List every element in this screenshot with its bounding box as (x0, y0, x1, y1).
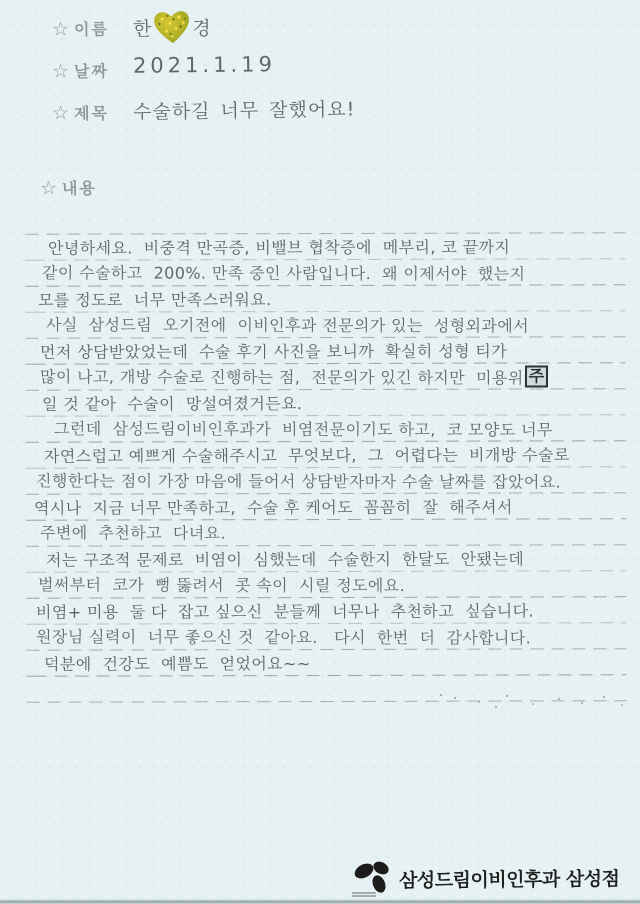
clinic-logo (352, 856, 636, 900)
handwriting-line (30, 362, 640, 390)
handwriting-line (30, 466, 640, 494)
handwriting-line (30, 414, 640, 442)
date-value: 2021.1.19 (132, 52, 277, 78)
handwriting-line (30, 596, 640, 624)
handwriting-text: 벌써부터 코가 뻥 뚫려서 콧 속이 시릴 정도에요. (37, 575, 406, 596)
handwriting-text: 안녕하세요. 비중격 만곡증, 비밸브 협착증에 메부리, 코 끝까지 (47, 237, 511, 258)
clinic-name: 삼성드림이비인후과 삼성점 (398, 867, 620, 892)
content-label (40, 175, 97, 199)
name-value (133, 8, 212, 47)
handwriting-line (30, 570, 640, 598)
correction-mark: 주 (525, 365, 549, 387)
handwriting-text: 비염+ 미용 둘 다 잡고 싶으신 분들께 너무나 추천하고 싶습니다. (35, 601, 535, 622)
handwriting-line (30, 232, 640, 260)
handwriting-text: 그런데 삼성드림이비인후과가 비염전문이기도 하고, 코 모양도 너무 (53, 419, 553, 440)
handwriting-text: 먼저 상담받았었는데 수술 후기 사진을 보니까 확실히 성형 티가 (39, 341, 508, 362)
handwriting-line (30, 544, 640, 572)
handwriting-line (30, 310, 640, 338)
handwriting-text: 자연스럽고 예쁘게 수술해주시고 무엇보다, 그 어렵다는 비개방 수술로 (43, 445, 570, 466)
title-label (52, 101, 109, 125)
handwriting-line (30, 388, 640, 416)
handwriting-text: 같이 수술하고 200%. 만족 중인 사람입니다. 왜 이제서야 했는지 (41, 263, 526, 284)
name-suffix: 경 (192, 17, 212, 40)
star-icon: ☆ (51, 17, 70, 40)
scan-speckles (440, 694, 442, 696)
handwritten-content (30, 233, 634, 713)
handwriting-text: 역시나 지금 너무 만족하고, 수술 후 케어도 꼼꼼히 잘 해주셔서 (33, 497, 513, 518)
handwriting-line (30, 648, 640, 676)
name-label-text: 이름 (73, 19, 110, 40)
title-value: 수술하길 너무 잘했어요! (132, 98, 356, 124)
handwriting-text: 많이 나고, 개방 수술로 진행하는 점, 전문의가 있긴 하지만 미용위 (39, 367, 524, 388)
star-icon: ☆ (39, 176, 58, 200)
handwriting-text: 주변에 추천하고 다녀요. (39, 523, 227, 543)
scan-bottom-edge (0, 899, 640, 904)
star-icon: ☆ (51, 101, 70, 124)
handwriting-line (30, 440, 640, 468)
handwriting-text: 덕분에 건강도 예쁨도 얻었어요~~ (43, 654, 311, 674)
handwriting-line (30, 518, 640, 546)
name-prefix: 한 (132, 17, 153, 40)
handwriting-line (30, 284, 640, 312)
logo-fineprint (352, 891, 376, 897)
clover-logo-icon (352, 857, 396, 899)
handwriting-text: 저는 구조적 문제로 비염이 심했는데 수술한지 한달도 안됐는데 (45, 549, 525, 570)
handwriting-line (30, 492, 638, 520)
handwriting-text: 모를 정도로 너무 만족스러워요. (37, 290, 272, 310)
handwriting-text: 원장님 실력이 너무 좋으신 것 같아요. 다시 한번 더 감사합니다. (35, 627, 532, 648)
handwriting-text: 사실 삼성드림 오기전에 이비인후과 전문의가 있는 성형외과에서 (45, 315, 530, 336)
heart-sticker (150, 7, 194, 47)
date-label-text: 날짜 (73, 61, 110, 82)
date-label (52, 59, 109, 83)
handwriting-text: 일 것 같아 수술이 망설여졌거든요. (41, 394, 303, 414)
content-label-text: 내용 (61, 178, 98, 199)
star-icon: ☆ (51, 59, 70, 82)
handwriting-line (30, 258, 640, 286)
handwriting-text: 진행한다는 점이 가장 마음에 들어서 상담받자마자 수술 날짜를 잡았어요. (35, 471, 562, 492)
handwriting-line (30, 622, 640, 650)
name-label (52, 17, 109, 41)
title-label-text: 제목 (73, 103, 110, 124)
handwriting-line (30, 336, 640, 364)
